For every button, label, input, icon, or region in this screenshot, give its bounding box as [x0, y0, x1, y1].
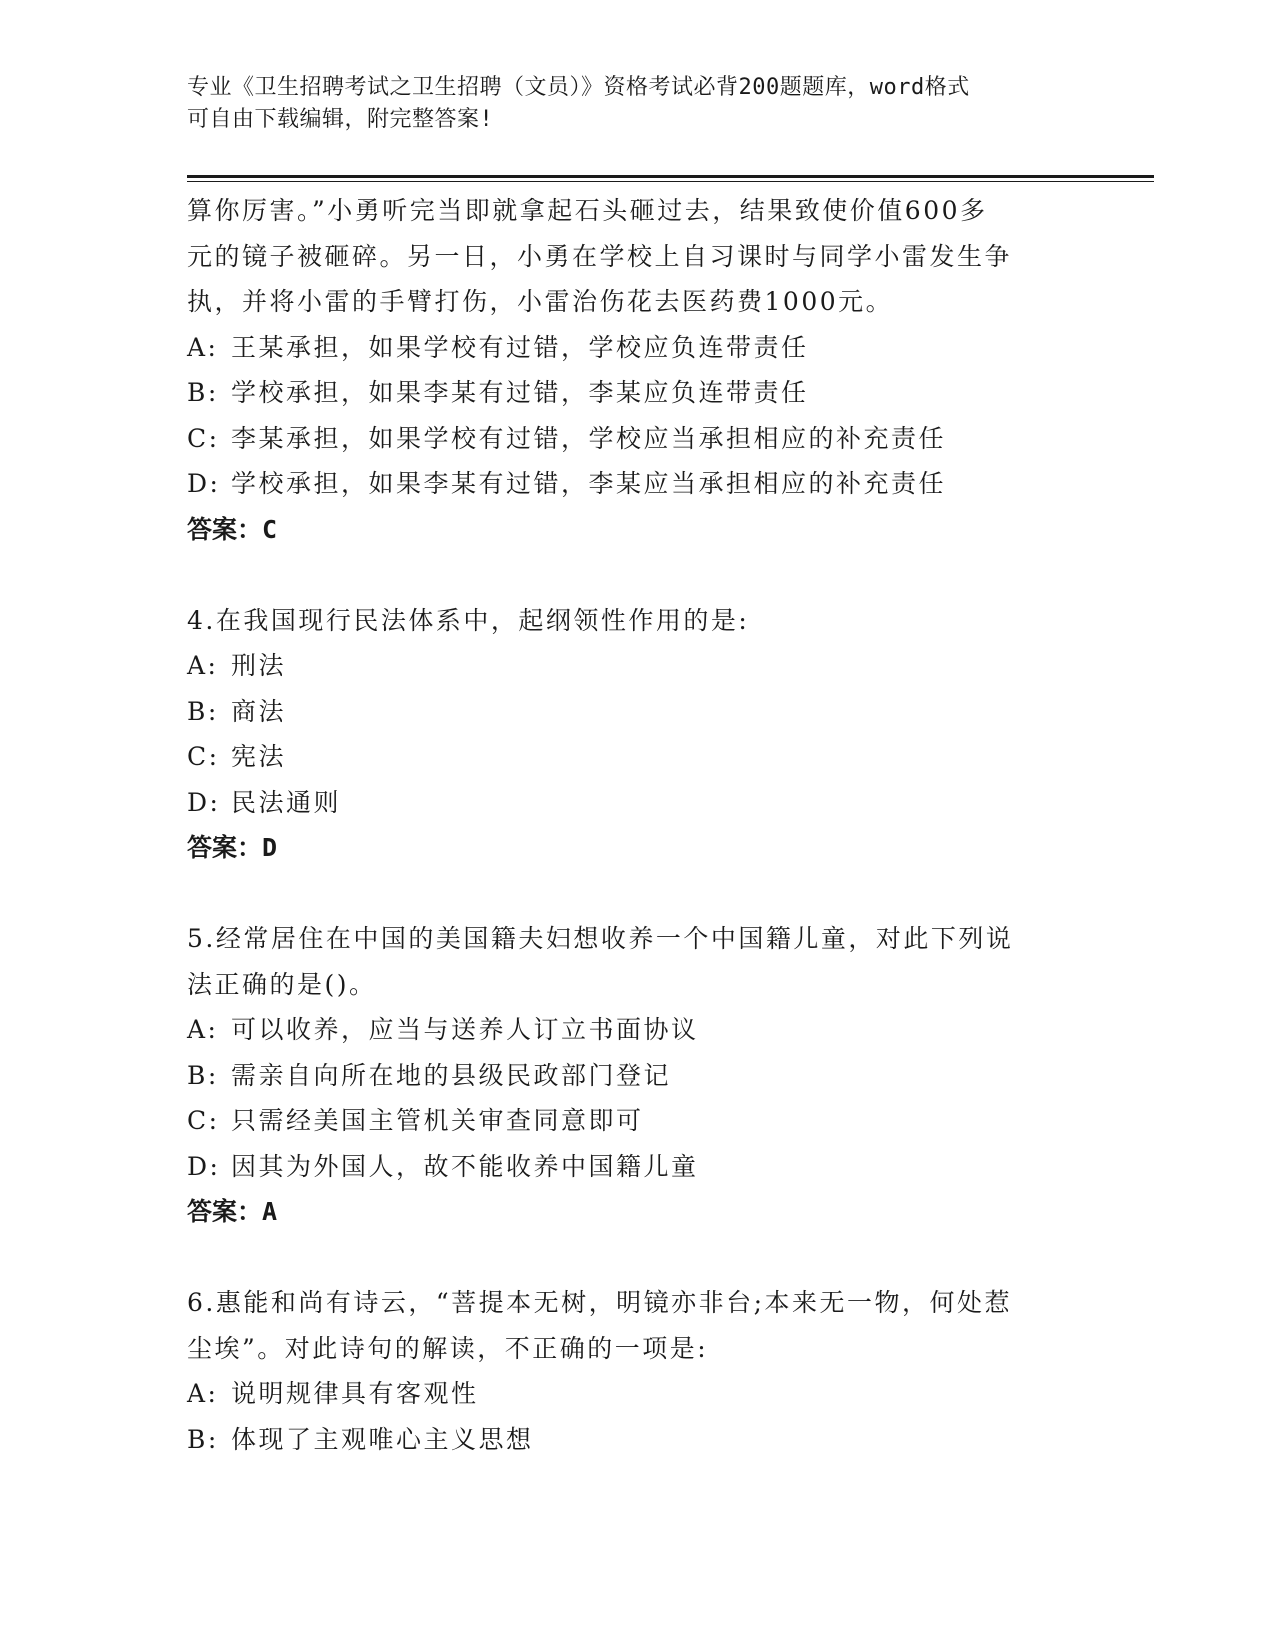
option-b — [187, 1417, 1087, 1463]
question-text-line: 5.经常居住在中国的美国籍夫妇想收养一个中国籍儿童，对此下列说 — [187, 924, 1014, 953]
option-c — [187, 1098, 1087, 1144]
question-text-line: 元的镜子被砸碎。另一日，小勇在学校上自习课时与同学小雷发生争 — [187, 241, 1013, 271]
option-letter: B: — [187, 696, 219, 726]
option-text: 因其为外国人，故不能收养中国籍儿童 — [231, 1151, 699, 1181]
option-letter: B: — [187, 1424, 219, 1454]
option-letter: A: — [187, 1015, 219, 1044]
question-text-line: 算你厉害。”小勇听完当即就拿起石头砸过去，结果致使价值600多 — [187, 196, 988, 225]
option-letter: C: — [187, 742, 220, 771]
option-letter: C: — [187, 423, 220, 453]
option-text: 民法通则 — [231, 787, 342, 817]
question-4 — [187, 598, 1087, 871]
option-text: 只需经美国主管机关审查同意即可 — [231, 1106, 644, 1135]
option-letter: B: — [187, 1060, 219, 1090]
option-a — [187, 1371, 1087, 1417]
option-text: 说明规律具有客观性 — [231, 1379, 479, 1408]
option-text: 需亲自向所在地的县级民政部门登记 — [231, 1060, 672, 1090]
question-content — [187, 188, 1087, 1462]
option-text: 李某承担，如果学校有过错，学校应当承担相应的补充责任 — [231, 423, 947, 453]
question-text-line: 执，并将小雷的手臂打伤，小雷治伤花去医药费1000元。 — [187, 287, 894, 316]
header-divider-thin — [187, 181, 1154, 182]
option-text: 可以收养，应当与送养人订立书面协议 — [231, 1015, 699, 1044]
option-a — [187, 325, 1087, 371]
answer-line: 答案：D — [187, 833, 278, 862]
option-letter: C: — [187, 1106, 220, 1135]
question-5 — [187, 916, 1087, 1235]
option-letter: B: — [187, 378, 219, 407]
option-letter: A: — [187, 332, 219, 362]
option-text: 学校承担，如果李某有过错，李某应当承担相应的补充责任 — [231, 469, 947, 498]
option-b — [187, 1053, 1087, 1099]
option-text: 商法 — [231, 696, 287, 726]
option-d — [187, 461, 1087, 507]
option-c — [187, 734, 1087, 780]
answer-line: 答案：A — [187, 1197, 278, 1226]
option-letter: A: — [187, 651, 219, 680]
option-a — [187, 643, 1087, 689]
question-6 — [187, 1280, 1087, 1462]
option-b — [187, 370, 1087, 416]
option-c — [187, 416, 1087, 462]
question-text-line: 法正确的是()。 — [187, 969, 377, 999]
option-letter: D: — [187, 787, 221, 817]
option-text: 体现了主观唯心主义思想 — [231, 1424, 534, 1454]
option-letter: D: — [187, 1151, 221, 1181]
question-text-line: 6.惠能和尚有诗云，“菩提本无树，明镜亦非台;本来无一物，何处惹 — [187, 1288, 1013, 1317]
option-text: 学校承担，如果李某有过错，李某应负连带责任 — [231, 378, 809, 407]
question-text-line: 尘埃”。对此诗句的解读，不正确的一项是: — [187, 1333, 709, 1363]
option-text: 王某承担，如果学校有过错，学校应负连带责任 — [231, 332, 809, 362]
option-text: 刑法 — [231, 651, 287, 680]
question-3-continued — [187, 188, 1087, 552]
answer-line: 答案：C — [187, 514, 278, 544]
header-divider-thick — [187, 175, 1154, 178]
option-d — [187, 1144, 1087, 1190]
option-text: 宪法 — [231, 742, 287, 771]
option-b — [187, 689, 1087, 735]
header-title-line-1: 专业《卫生招聘考试之卫生招聘（文员）》资格考试必背200题题库，word格式 — [187, 75, 970, 100]
option-letter: D: — [187, 469, 221, 498]
option-d — [187, 780, 1087, 826]
option-letter: A: — [187, 1379, 219, 1408]
question-text-line: 4.在我国现行民法体系中，起纲领性作用的是: — [187, 605, 750, 635]
document-header — [187, 72, 1067, 136]
option-a — [187, 1007, 1087, 1053]
header-title-line-2: 可自由下载编辑，附完整答案! — [187, 107, 494, 132]
